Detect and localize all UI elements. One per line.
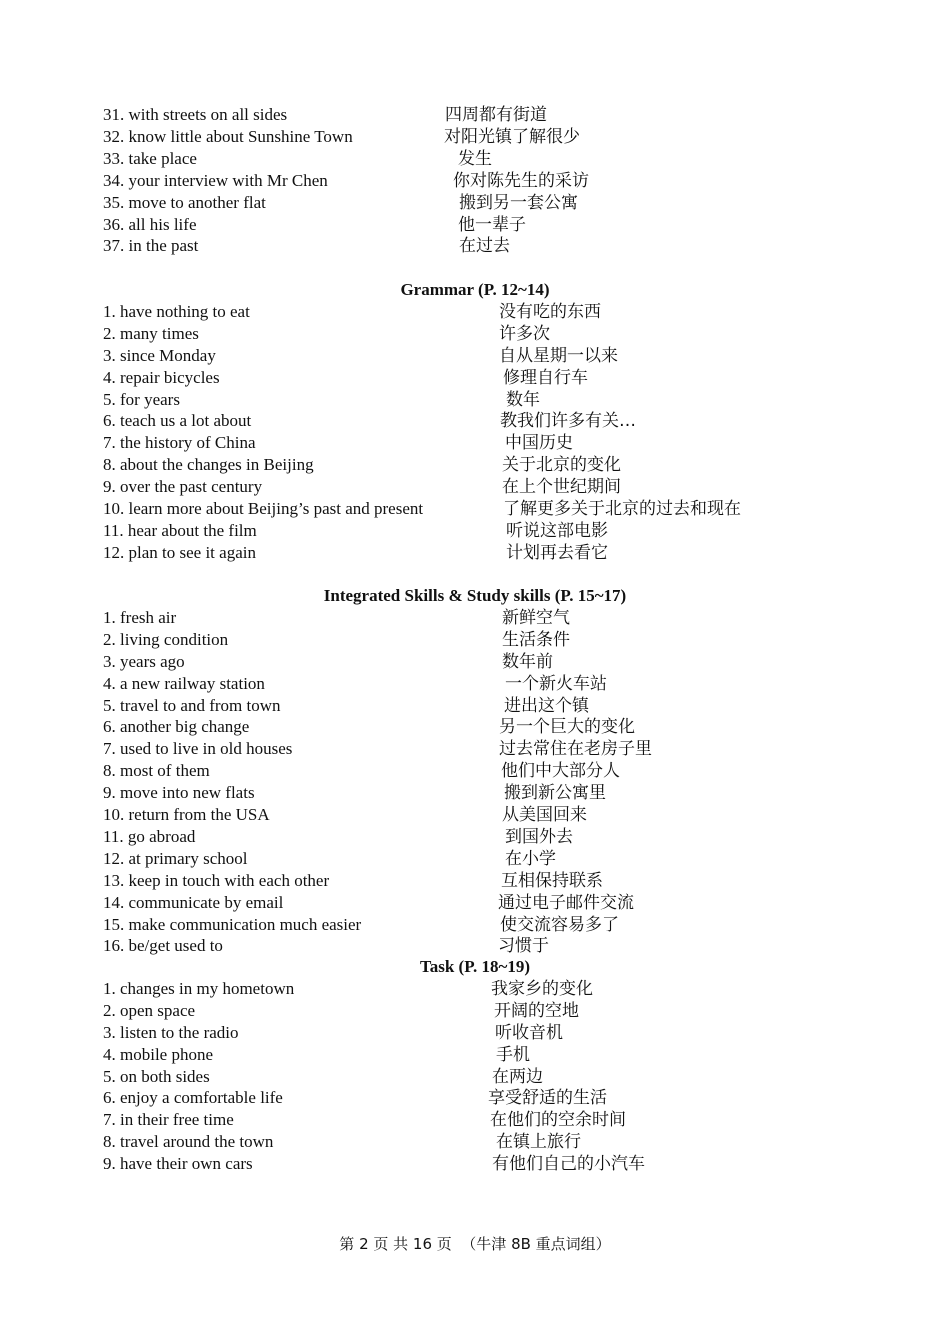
chinese-translation: 在小学 (505, 848, 556, 869)
chinese-translation: 许多次 (499, 323, 550, 344)
english-phrase: 5. for years (103, 389, 180, 409)
phrase-row (103, 782, 863, 804)
english-phrase: 10. return from the USA (103, 805, 270, 824)
chinese-translation: 生活条件 (502, 629, 570, 650)
english-phrase: 2. living condition (103, 629, 229, 649)
english-phrase: 32. know little about Sunshine Town (103, 126, 353, 146)
phrase-row (103, 607, 863, 629)
english-phrase: 36. all his life (103, 214, 197, 234)
chinese-translation: 在镇上旅行 (496, 1132, 581, 1153)
english-phrase: 3. since Monday (103, 345, 216, 365)
phrase-row (103, 1022, 863, 1044)
chinese-translation: 进出这个镇 (504, 695, 589, 716)
chinese-translation: 自从星期一以来 (499, 345, 618, 366)
chinese-translation: 习惯于 (498, 936, 549, 957)
chinese-translation: 听说这部电影 (506, 520, 608, 541)
english-phrase: 37. in the past (103, 236, 199, 256)
phrase-row (103, 1109, 863, 1131)
chinese-translation: 到国外去 (505, 826, 573, 847)
english-phrase: 7. the history of China (103, 433, 256, 453)
chinese-translation: 对阳光镇了解很少 (444, 126, 580, 147)
english-phrase: 6. enjoy a comfortable life (103, 1088, 283, 1108)
english-phrase: 14. communicate by email (103, 892, 284, 912)
chinese-translation: 我家乡的变化 (491, 978, 593, 999)
chinese-translation: 数年前 (502, 651, 553, 672)
phrase-row (103, 914, 863, 936)
phrase-row (103, 673, 863, 695)
phrase-row (103, 126, 863, 148)
chinese-translation: 新鲜空气 (502, 607, 570, 628)
chinese-translation: 搬到新公寓里 (504, 783, 606, 804)
chinese-translation: 他们中大部分人 (501, 761, 620, 782)
chinese-translation: 开阔的空地 (494, 1000, 579, 1021)
english-phrase: 2. open space (103, 1000, 196, 1020)
phrase-row (103, 520, 863, 542)
chinese-translation: 中国历史 (505, 433, 573, 454)
english-phrase: 5. on both sides (103, 1066, 210, 1086)
phrase-row (103, 301, 863, 323)
english-phrase: 11. go abroad (103, 826, 196, 846)
chinese-translation: 通过电子邮件交流 (498, 892, 634, 913)
english-phrase: 8. most of them (103, 761, 210, 781)
section-heading: Grammar (P. 12~14) (400, 280, 550, 299)
english-phrase: 15. make communication much easier (103, 914, 362, 934)
chinese-translation: 听收音机 (495, 1022, 563, 1043)
phrase-row (103, 345, 863, 367)
chinese-translation: 使交流容易多了 (500, 914, 619, 935)
phrase-row (103, 323, 863, 345)
chinese-translation: 另一个巨大的变化 (499, 717, 635, 738)
english-phrase: 6. another big change (103, 717, 250, 737)
phrase-row (103, 1153, 863, 1175)
phrase-row (103, 170, 863, 192)
english-phrase: 10. learn more about Beijing’s past and present (103, 499, 424, 518)
phrase-row (103, 432, 863, 454)
english-phrase: 1. fresh air (103, 607, 177, 627)
chinese-translation: 关于北京的变化 (502, 455, 621, 476)
english-phrase: 1. have nothing to eat (103, 301, 250, 321)
phrase-row (103, 1044, 863, 1066)
phrase-row (103, 148, 863, 170)
chinese-translation: 了解更多关于北京的过去和现在 (503, 499, 741, 519)
chinese-translation: 他一辈子 (458, 214, 526, 235)
chinese-translation: 没有吃的东西 (499, 301, 601, 322)
phrase-row (103, 892, 863, 914)
english-phrase: 4. repair bicycles (103, 367, 220, 387)
english-phrase: 3. years ago (103, 651, 185, 671)
english-phrase: 35. move to another flat (103, 192, 266, 212)
phrase-row (103, 826, 863, 848)
english-phrase: 7. used to live in old houses (103, 739, 293, 759)
phrase-row (103, 104, 863, 126)
phrase-row (103, 935, 863, 957)
chinese-translation: 手机 (496, 1044, 530, 1065)
english-phrase: 34. your interview with Mr Chen (103, 170, 328, 190)
chinese-translation: 教我们许多有关… (500, 411, 636, 432)
chinese-translation: 一个新火车站 (505, 673, 607, 694)
chinese-translation: 搬到另一套公寓 (459, 192, 578, 213)
phrase-row (103, 1087, 863, 1109)
chinese-translation: 在上个世纪期间 (502, 477, 621, 498)
phrase-row (103, 410, 863, 432)
phrase-row (103, 1000, 863, 1022)
english-phrase: 16. be/get used to (103, 936, 223, 956)
chinese-translation: 过去常住在老房子里 (499, 739, 652, 760)
phrase-row (103, 214, 863, 236)
phrase-row (103, 716, 863, 738)
phrase-row (103, 804, 863, 826)
english-phrase: 9. have their own cars (103, 1154, 253, 1174)
chinese-translation: 互相保持联系 (501, 870, 603, 891)
section-heading: Task (P. 18~19) (419, 957, 531, 976)
phrase-row (103, 1131, 863, 1153)
chinese-translation: 发生 (458, 148, 492, 169)
chinese-translation: 你对陈先生的采访 (453, 170, 589, 191)
phrase-row (103, 848, 863, 870)
phrase-row (103, 629, 863, 651)
chinese-translation: 在他们的空余时间 (490, 1110, 626, 1131)
phrase-row (103, 870, 863, 892)
chinese-translation: 四周都有街道 (445, 105, 547, 125)
english-phrase: 12. at primary school (103, 848, 248, 868)
english-phrase: 1. changes in my hometown (103, 978, 295, 998)
chinese-translation: 修理自行车 (503, 367, 588, 388)
english-phrase: 9. move into new flats (103, 783, 255, 803)
english-phrase: 11. hear about the film (103, 520, 257, 540)
chinese-translation: 享受舒适的生活 (488, 1088, 607, 1109)
page-footer: 第 2 页 共 16 页 （牛津 8B 重点词组） (339, 1235, 611, 1253)
english-phrase: 33. take place (103, 148, 197, 168)
phrase-row (103, 454, 863, 476)
english-phrase: 4. mobile phone (103, 1044, 214, 1064)
phrase-row (103, 695, 863, 717)
phrase-row (103, 978, 863, 1000)
english-phrase: 8. travel around the town (103, 1132, 274, 1152)
phrase-row (103, 235, 863, 257)
english-phrase: 2. many times (103, 323, 199, 343)
english-phrase: 9. over the past century (103, 477, 263, 497)
chinese-translation: 在过去 (459, 236, 510, 257)
chinese-translation: 在两边 (492, 1066, 543, 1087)
phrase-row (103, 498, 863, 520)
chinese-translation: 数年 (506, 389, 540, 410)
english-phrase: 3. listen to the radio (103, 1022, 239, 1042)
chinese-translation: 从美国回来 (502, 805, 587, 825)
phrase-row (103, 651, 863, 673)
english-phrase: 12. plan to see it again (103, 542, 256, 562)
phrase-row (103, 542, 863, 564)
chinese-translation: 有他们自己的小汽车 (492, 1154, 645, 1175)
english-phrase: 5. travel to and from town (103, 695, 281, 715)
english-phrase: 31. with streets on all sides (103, 105, 288, 124)
english-phrase: 7. in their free time (103, 1110, 234, 1130)
phrase-row (103, 738, 863, 760)
phrase-row (103, 367, 863, 389)
english-phrase: 6. teach us a lot about (103, 411, 252, 431)
phrase-row (103, 389, 863, 411)
section-heading: Integrated Skills & Study skills (P. 15~17) (323, 586, 627, 605)
phrase-row (103, 476, 863, 498)
chinese-translation: 计划再去看它 (506, 542, 608, 563)
phrase-row (103, 192, 863, 214)
phrase-row (103, 760, 863, 782)
english-phrase: 4. a new railway station (103, 673, 265, 693)
english-phrase: 8. about the changes in Beijing (103, 455, 314, 475)
phrase-row (103, 1066, 863, 1088)
english-phrase: 13. keep in touch with each other (103, 870, 330, 890)
